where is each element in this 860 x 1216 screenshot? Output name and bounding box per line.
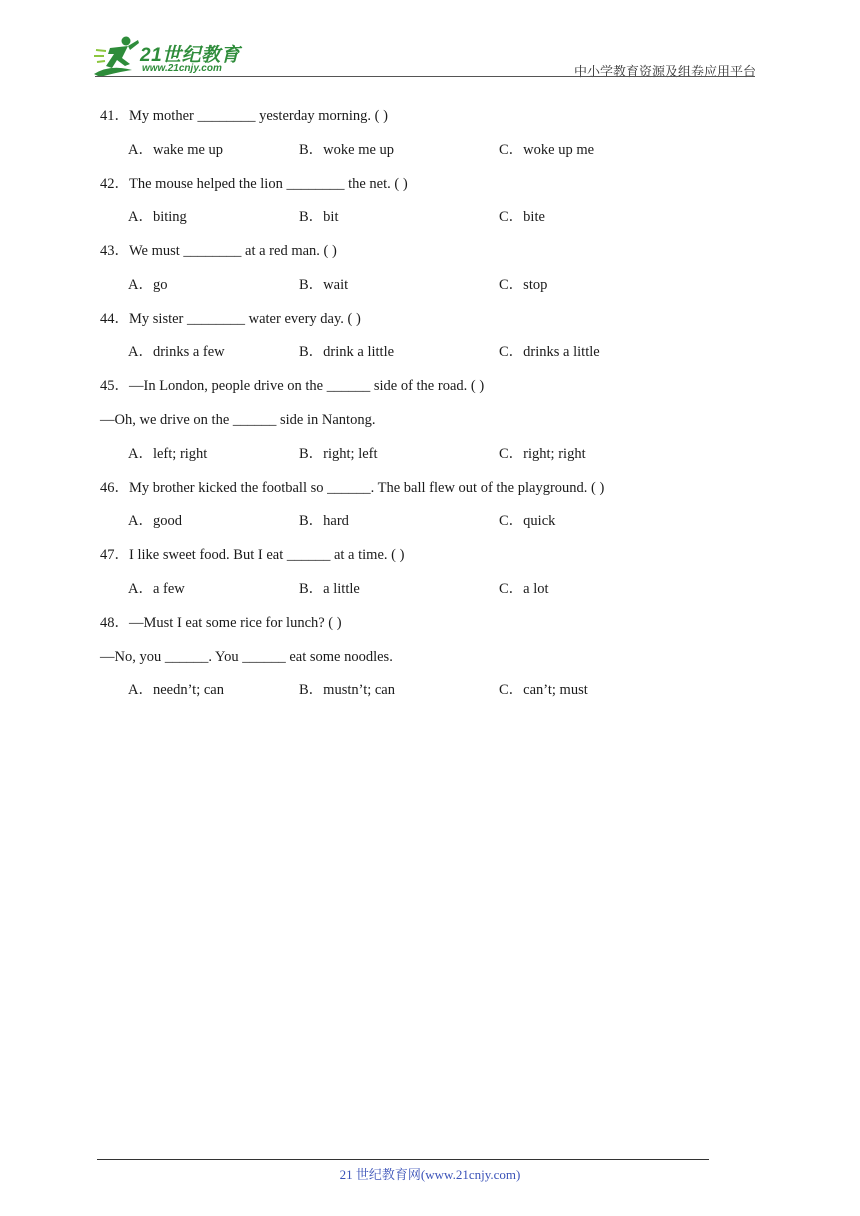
- platform-title: 中小学教育资源及组卷应用平台: [573, 64, 756, 79]
- question-48-stem: 48．—Must I eat some rice for lunch? ( ): [100, 615, 342, 631]
- question-42-stem: 42．The mouse helped the lion ________ the net. ( ): [100, 176, 408, 192]
- question-47-option-c: C．a lot: [499, 581, 549, 597]
- question-44-option-a: A．drinks a few: [128, 344, 225, 360]
- footer-site-link[interactable]: 21 世纪教育网(www.21cnjy.com): [339, 1167, 521, 1182]
- question-41-option-a: A．wake me up: [128, 142, 224, 158]
- question-45-option-a: A．left; right: [128, 446, 208, 462]
- question-45-stem: 45．—In London, people drive on the ______ side of the road. ( ): [100, 378, 485, 394]
- question-47-option-b: B．a little: [299, 581, 360, 597]
- question-48-option-b: B．mustn’t; can: [299, 682, 395, 698]
- question-42-option-c: C．bite: [499, 209, 545, 225]
- logo-url-text: www.21cnjy.com: [142, 63, 222, 74]
- question-44-option-b: B．drink a little: [299, 344, 395, 360]
- question-45-option-b: B．right; left: [299, 446, 378, 462]
- logo-text: 21世纪教育: [140, 45, 241, 66]
- question-48-continuation: —No, you ______. You ______ eat some noodles.: [100, 649, 393, 665]
- question-42-option-b: B．bit: [299, 209, 339, 225]
- question-46-stem: 46．My brother kicked the football so ______. The ball flew out of the playground. ( ): [100, 480, 605, 496]
- question-44-stem: 44．My sister ________ water every day. ( ): [100, 311, 361, 327]
- question-47-stem: 47．I like sweet food. But I eat ______ at a time. ( ): [100, 547, 405, 563]
- question-46-option-c: C．quick: [499, 513, 556, 529]
- question-43-option-c: C．stop: [499, 277, 548, 293]
- question-47-option-a: A．a few: [128, 581, 185, 597]
- runner-logo-icon: [92, 34, 144, 78]
- question-45-continuation: —Oh, we drive on the ______ side in Nantong.: [100, 412, 376, 428]
- question-41-stem: 41．My mother ________ yesterday morning. ( ): [100, 108, 388, 124]
- question-43-option-b: B．wait: [299, 277, 349, 293]
- question-42-option-a: A．biting: [128, 209, 187, 225]
- question-43-option-a: A．go: [128, 277, 168, 293]
- question-45-option-c: C．right; right: [499, 446, 586, 462]
- question-43-stem: 43．We must ________ at a red man. ( ): [100, 243, 337, 259]
- question-41-option-c: C．woke up me: [499, 142, 595, 158]
- question-46-option-b: B．hard: [299, 513, 349, 529]
- question-44-option-c: C．drinks a little: [499, 344, 600, 360]
- question-41-option-b: B．woke me up: [299, 142, 395, 158]
- question-48-option-c: C．can’t; must: [499, 682, 588, 698]
- site-logo[interactable]: [92, 34, 262, 78]
- question-48-option-a: A．needn’t; can: [128, 682, 224, 698]
- page-header: [0, 0, 860, 80]
- footer-divider: [97, 1159, 709, 1160]
- header-divider: [95, 76, 755, 77]
- question-46-option-a: A．good: [128, 513, 182, 529]
